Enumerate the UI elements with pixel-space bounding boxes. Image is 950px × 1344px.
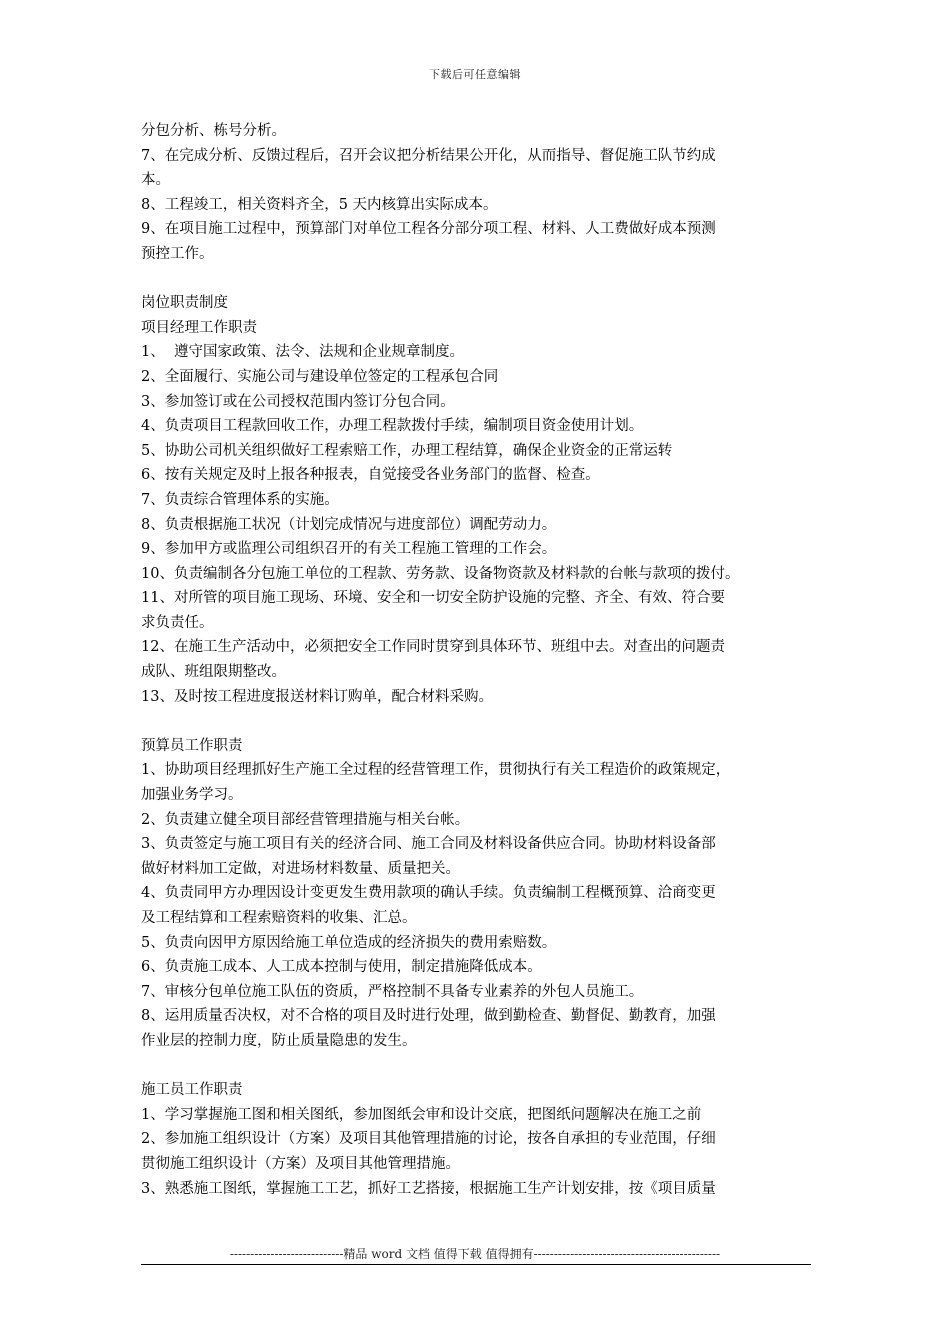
- text-line: 7、审核分包单位施工队伍的资质，严格控制不具备专业素养的外包人员施工。: [141, 983, 644, 1000]
- text-line: 2、参加施工组织设计（方案）及项目其他管理措施的讨论，按各自承担的专业范围，仔细: [141, 1131, 716, 1148]
- text-line: 6、按有关规定及时上报各种报表，自觉接受各业务部门的监督、检查。: [141, 467, 600, 484]
- text-line: 预算员工作职责: [141, 737, 243, 754]
- text-line: 8、运用质量否决权，对不合格的项目及时进行处理，做到勤检查、勤督促、勤教育，加强: [141, 1008, 716, 1025]
- text-line: 求负责任。: [141, 614, 214, 631]
- text-line: 9、参加甲方或监理公司组织召开的有关工程施工管理的工作会。: [141, 541, 557, 558]
- text-line: 8、负责根据施工状况（计划完成情况与进度部位）调配劳动力。: [141, 516, 557, 533]
- blank-line: [141, 1054, 811, 1079]
- text-line: 3、负责签定与施工项目有关的经济合同、施工合同及材料设备供应合同。协助材料设备部: [141, 836, 716, 853]
- page-header-note: 下载后可任意编辑: [429, 68, 521, 81]
- text-line: 1、协助项目经理抓好生产施工全过程的经营管理工作，贯彻执行有关工程造价的政策规定，: [141, 762, 731, 779]
- text-line: 10、负责编制各分包施工单位的工程款、劳务款、设备物资款及材料款的台帐与款项的拨付。: [141, 565, 740, 582]
- text-line: 4、负责项目工程款回收工作，办理工程款拨付手续，编制项目资金使用计划。: [141, 418, 644, 435]
- text-line: 4、负责同甲方办理因设计变更发生费用款项的确认手续。负责编制工程概预算、洽商变更: [141, 885, 716, 902]
- text-line: 7、负责综合管理体系的实施。: [141, 491, 339, 508]
- text-line: 贯彻施工组织设计（方案）及项目其他管理措施。: [141, 1155, 460, 1172]
- text-line: 分包分析、栋号分析。: [141, 123, 286, 139]
- text-line: 预控工作。: [141, 245, 214, 262]
- document-body: [141, 119, 811, 1201]
- text-line: 成队、班组限期整改。: [141, 664, 286, 681]
- text-line: 2、全面履行、实施公司与建设单位签定的工程承包合同: [141, 368, 499, 385]
- text-line: 作业层的控制力度，防止质量隐患的发生。: [141, 1032, 417, 1049]
- text-line: 1、学习掌握施工图和相关图纸，参加图纸会审和设计交底，把图纸问题解决在施工之前: [141, 1106, 702, 1123]
- text-line: 11、对所管的项目施工现场、环境、安全和一切安全防护设施的完整、齐全、有效、符合要: [141, 590, 725, 607]
- blank-line: [141, 709, 811, 734]
- text-line: 施工员工作职责: [141, 1082, 243, 1099]
- text-line: 7、在完成分析、反馈过程后，召开会议把分析结果公开化，从而指导、督促施工队节约成: [141, 147, 716, 164]
- page-footer-note: ----------------------------精品 word 文档 值得下载 值得拥有----------------------------------------------: [229, 1247, 721, 1261]
- blank-line: [141, 267, 811, 292]
- text-line: 做好材料加工定做，对进场材料数量、质量把关。: [141, 860, 460, 877]
- text-line: 1、 遵守国家政策、法令、法规和企业规章制度。: [141, 344, 464, 361]
- text-line: 加强业务学习。: [141, 787, 243, 804]
- text-line: 8、工程竣工，相关资料齐全，5 天内核算出实际成本。: [141, 196, 498, 213]
- footer-divider: [141, 1264, 811, 1265]
- text-line: 9、在项目施工过程中，预算部门对单位工程各分部分项工程、材料、人工费做好成本预测: [141, 221, 716, 238]
- text-line: 3、熟悉施工图纸，掌握施工工艺，抓好工艺搭接，根据施工生产计划安排，按《项目质量: [141, 1180, 716, 1197]
- text-line: 12、在施工生产活动中，必须把安全工作同时贯穿到具体环节、班组中去。对查出的问题责: [141, 639, 725, 656]
- text-line: 6、负责施工成本、人工成本控制与使用，制定措施降低成本。: [141, 959, 542, 976]
- text-line: 5、负责向因甲方原因给施工单位造成的经济损失的费用索赔数。: [141, 934, 557, 951]
- text-line: 及工程结算和工程索赔资料的收集、汇总。: [141, 910, 417, 926]
- text-line: 岗位职责制度: [141, 295, 228, 312]
- text-line: 3、参加签订或在公司授权范围内签订分包合同。: [141, 393, 455, 410]
- text-line: 13、及时按工程进度报送材料订购单，配合材料采购。: [141, 688, 493, 705]
- text-line: 本。: [141, 172, 170, 189]
- text-line: 项目经理工作职责: [141, 319, 257, 336]
- text-line: 5、协助公司机关组织做好工程索赔工作，办理工程结算，确保企业资金的正常运转: [141, 442, 673, 459]
- text-line: 2、负责建立健全项目部经营管理措施与相关台帐。: [141, 811, 470, 828]
